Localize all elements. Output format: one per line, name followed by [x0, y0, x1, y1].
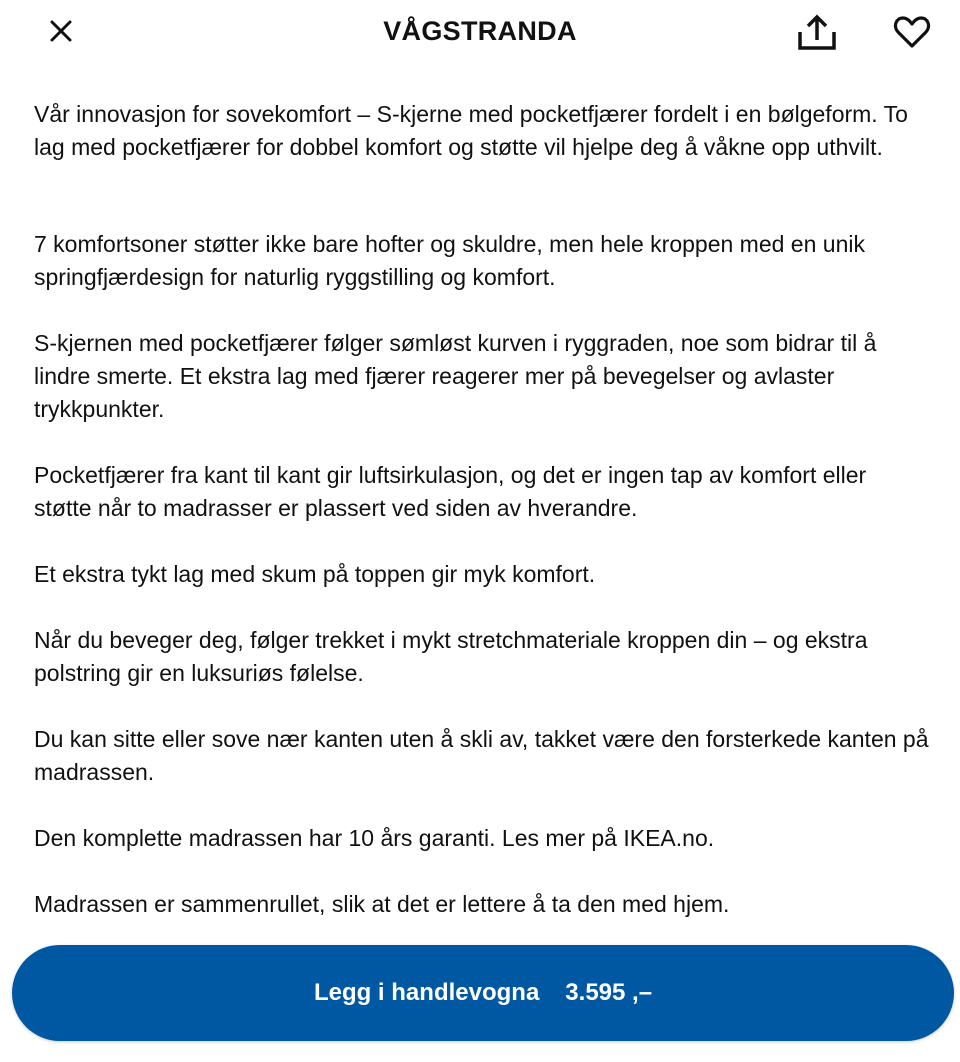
description-paragraph: Den komplette madrassen har 10 års garanti. Les mer på IKEA.no.	[34, 825, 715, 851]
description-paragraph: 7 komfortsoner støtter ikke bare hofter og skuldre, men hele kroppen med en unik springfjærdesign for naturlig ryggstilling og komfort.	[34, 231, 865, 290]
price: 3.595 ,–	[565, 979, 653, 1006]
product-description	[34, 98, 929, 930]
description-paragraph: Du kan sitte eller sove nær kanten uten å skli av, takket være den forsterkede kanten på madrassen.	[34, 726, 929, 785]
description-paragraph: Et ekstra tykt lag med skum på toppen gir myk komfort.	[34, 561, 596, 587]
add-to-cart-button[interactable]	[12, 945, 954, 1041]
top-bar	[0, 0, 960, 70]
description-paragraph: Vår innovasjon for sovekomfort – S-kjerne med pocketfjærer fordelt i en bølgeform. To lag med pocketfjærer for dobbel komfort og støtte vil hjelpe deg å våkne opp uthvilt.	[34, 101, 908, 160]
share-icon[interactable]	[796, 12, 838, 52]
description-paragraph: Madrassen er sammenrullet, slik at det er lettere å ta den med hjem.	[34, 891, 730, 917]
add-to-cart-label: Legg i handlevogna	[313, 979, 540, 1006]
page-title: VÅGSTRANDA	[383, 16, 577, 46]
description-paragraph: Pocketfjærer fra kant til kant gir luftsirkulasjon, og det er ingen tap av komfort eller støtte når to madrasser er plassert ved siden av hverandre.	[34, 462, 867, 521]
description-paragraph: S-kjernen med pocketfjærer følger sømløst kurven i ryggraden, noe som bidrar til å lindre smerte. Et ekstra lag med fjærer reagerer mer på bevegelser og avlaster trykkpunkter.	[34, 330, 877, 422]
heart-icon[interactable]	[893, 14, 931, 50]
description-paragraph: Når du beveger deg, følger trekket i mykt stretchmateriale kroppen din – og ekstra polstring gir en luksuriøs følelse.	[34, 627, 868, 686]
